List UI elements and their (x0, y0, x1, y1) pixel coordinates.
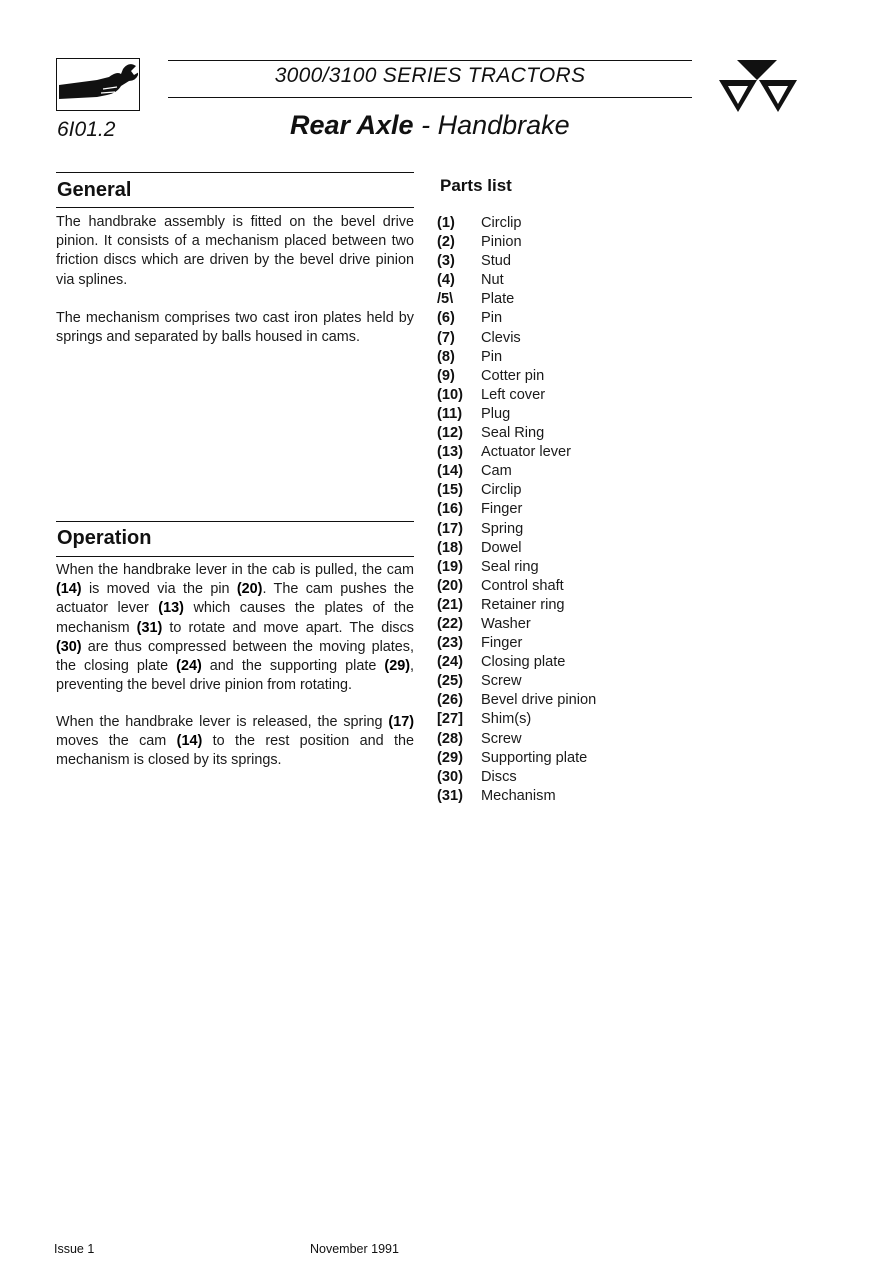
parts-list-item (437, 348, 596, 367)
part-ref: (13) (158, 600, 184, 617)
part-number: (6) (437, 310, 455, 327)
part-ref: (29) (384, 658, 410, 675)
part-name: Pin (481, 348, 503, 365)
text-run: to the rest position and the mechanism is closed by its springs. (56, 733, 414, 769)
part-name: Stud (481, 253, 512, 270)
part-name: Plug (481, 405, 511, 422)
parts-list-item (437, 500, 596, 519)
part-number: (1) (437, 215, 455, 231)
part-number: (3) (437, 253, 455, 270)
part-name: Circlip (481, 482, 522, 499)
part-name: Control shaft (481, 577, 564, 594)
part-name: Screw (481, 673, 522, 690)
part-ref: (14) (176, 733, 203, 750)
parts-list-item (437, 539, 596, 558)
part-number: (13) (437, 444, 463, 461)
parts-list-item (437, 730, 596, 749)
series-title: 3000/3100 SERIES TRACTORS (274, 64, 586, 87)
text-run: . The cam pushes the actuator lever (56, 581, 414, 617)
part-number: (8) (437, 348, 455, 365)
text-run: and the supporting plate (201, 658, 385, 675)
general-top-rule (56, 172, 414, 173)
parts-list-item (437, 653, 596, 672)
part-number: (9) (437, 367, 455, 384)
part-name: Washer (481, 615, 531, 632)
part-number: (10) (437, 386, 463, 403)
page-title-main: Rear Axle (290, 110, 414, 140)
parts-list-item (437, 386, 596, 405)
part-ref: (17) (388, 714, 414, 730)
part-ref: (20) (236, 581, 263, 598)
page-number: 6I01.2 (57, 118, 116, 141)
parts-list-item (437, 672, 596, 691)
text-run: are thus compressed between the moving plates, the closing plate (56, 638, 414, 675)
part-name: Shim(s) (481, 711, 532, 728)
general-paragraph-1: The handbrake assembly is fitted on the bevel drive pinion. It consists of a mechanism placed between two friction discs which are driven by the bevel drive pinion via splines. (56, 214, 414, 288)
part-number: (14) (437, 463, 463, 480)
parts-list-item (437, 252, 596, 271)
part-name: Finger (481, 635, 523, 652)
part-number: (7) (437, 329, 455, 346)
part-number: (25) (437, 673, 463, 690)
triple-triangle-logo-icon (717, 56, 799, 116)
part-name: Closing plate (481, 654, 566, 671)
part-number: (17) (437, 520, 463, 537)
part-number: /5\ (437, 291, 454, 308)
part-name: Screw (481, 730, 522, 747)
part-ref: (24) (176, 658, 202, 675)
part-number: (30) (437, 768, 463, 785)
part-number: (23) (437, 635, 463, 652)
parts-list (437, 214, 596, 806)
part-number: [27] (437, 711, 463, 728)
part-ref: (14) (56, 581, 82, 598)
parts-list-item (437, 405, 596, 424)
page-title-sub: - Handbrake (413, 110, 570, 140)
parts-list-item (437, 710, 596, 729)
parts-list-item (437, 214, 596, 233)
parts-list-item (437, 309, 596, 328)
parts-list-item (437, 233, 596, 252)
text-run: which causes the plates of the mechanism (56, 600, 414, 636)
text-run: moves the cam (56, 733, 177, 750)
part-number: (28) (437, 730, 463, 747)
part-name: Discs (481, 768, 517, 785)
operation-top-rule (56, 521, 414, 522)
part-number: (29) (437, 749, 463, 766)
parts-list-item (437, 271, 596, 290)
part-ref: (30) (56, 638, 82, 655)
part-name: Left cover (481, 386, 546, 403)
text-run: is moved via the pin (81, 581, 237, 598)
parts-list-item (437, 424, 596, 443)
parts-list-item (437, 558, 596, 577)
part-name: Supporting plate (481, 749, 588, 766)
wrench-hand-icon (57, 59, 138, 109)
part-name: Cotter pin (481, 367, 545, 384)
part-name: Mechanism (481, 787, 556, 804)
parts-list-item (437, 462, 596, 481)
part-name: Pin (481, 310, 503, 327)
text-run: to rotate and move apart. The discs (162, 619, 414, 636)
parts-list-item (437, 329, 596, 348)
part-name: Circlip (481, 215, 522, 231)
part-number: (12) (437, 425, 463, 442)
part-number: (11) (437, 405, 463, 422)
parts-list-item (437, 577, 596, 596)
text-run: , preventing the bevel drive pinion from rotating. (56, 658, 414, 694)
parts-list-item (437, 768, 596, 787)
part-name: Spring (481, 520, 524, 537)
section-logo-box (56, 58, 140, 111)
part-name: Cam (481, 463, 512, 480)
part-name: Actuator lever (481, 444, 572, 461)
footer-issue: Issue 1 (54, 1242, 95, 1256)
operation-bottom-rule (56, 556, 414, 557)
parts-list-item (437, 290, 596, 309)
part-number: (24) (437, 654, 463, 671)
parts-list-item (437, 749, 596, 768)
parts-list-item (437, 443, 596, 462)
part-number: (16) (437, 501, 463, 518)
parts-list-item (437, 481, 596, 500)
part-name: Nut (481, 272, 504, 289)
general-paragraph-2: The mechanism comprises two cast iron plates held by springs and separated by balls housed in cams. (56, 310, 414, 346)
part-name: Pinion (481, 234, 522, 251)
part-name: Bevel drive pinion (481, 692, 597, 709)
part-name: Finger (481, 501, 523, 518)
part-number: (20) (437, 577, 463, 594)
parts-list-item (437, 787, 596, 806)
page-title (290, 110, 570, 141)
part-name: Seal ring (481, 558, 539, 575)
operation-paragraph-1 (56, 561, 414, 695)
parts-list-heading: Parts list (440, 176, 512, 195)
operation-paragraph-2 (56, 713, 414, 771)
part-name: Seal Ring (481, 425, 545, 442)
part-number: (4) (437, 272, 455, 289)
part-number: (2) (437, 234, 455, 251)
general-bottom-rule (56, 207, 414, 208)
part-name: Retainer ring (481, 596, 565, 613)
part-number: (26) (437, 692, 463, 709)
parts-list-item (437, 367, 596, 386)
parts-list-item (437, 520, 596, 539)
general-heading: General (57, 179, 132, 201)
parts-list-item (437, 615, 596, 634)
operation-heading: Operation (57, 527, 152, 549)
part-number: (22) (437, 615, 463, 632)
header-bottom-rule (168, 97, 692, 98)
part-number: (18) (437, 539, 463, 556)
header-top-rule (168, 60, 692, 61)
parts-list-item (437, 691, 596, 710)
part-number: (31) (437, 787, 463, 804)
part-name: Dowel (481, 539, 522, 556)
part-number: (21) (437, 596, 463, 613)
text-run: When the handbrake lever in the cab is pulled, the cam (56, 562, 414, 578)
part-name: Plate (481, 291, 515, 308)
parts-list-item (437, 634, 596, 653)
text-run: When the handbrake lever is released, the spring (56, 714, 389, 730)
part-number: (19) (437, 558, 463, 575)
footer-date: November 1991 (310, 1242, 399, 1256)
part-name: Clevis (481, 329, 521, 346)
part-number: (15) (437, 482, 463, 499)
parts-list-item (437, 596, 596, 615)
part-ref: (31) (136, 619, 163, 636)
